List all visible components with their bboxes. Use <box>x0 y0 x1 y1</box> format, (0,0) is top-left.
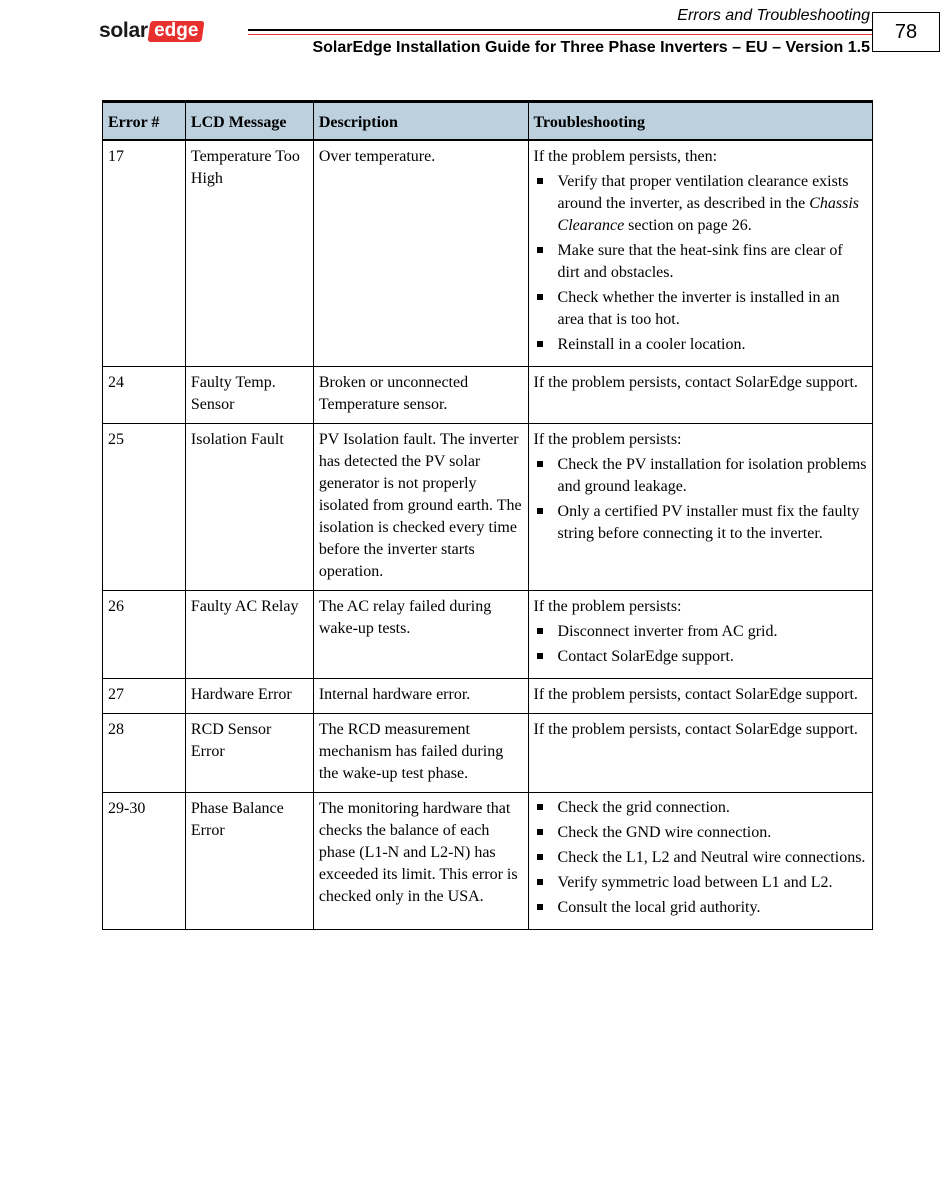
troubleshooting-step: Only a certified PV installer must fix the faulty string before connecting it to the inverter. <box>534 501 867 545</box>
description-cell: The monitoring hardware that checks the balance of each phase (L1-N and L2-N) has exceeded its limit. This error is checked only in the USA. <box>313 793 528 930</box>
header-lcd-message: LCD Message <box>185 102 313 141</box>
header-accent-rule <box>248 34 872 35</box>
error-number-cell: 26 <box>103 591 186 679</box>
step-text: Verify that proper ventilation clearance exists around the inverter, as described in the <box>557 173 849 212</box>
troubleshooting-intro: If the problem persists, contact SolarEdge support. <box>533 374 858 391</box>
troubleshooting-intro: If the problem persists, contact SolarEdge support. <box>533 686 858 703</box>
troubleshooting-step: Check the grid connection. <box>534 797 867 819</box>
lcd-message-cell: Hardware Error <box>185 679 313 714</box>
table-body <box>103 140 873 930</box>
troubleshooting-step: Disconnect inverter from AC grid. <box>534 621 867 643</box>
lcd-message-cell: Phase Balance Error <box>185 793 313 930</box>
troubleshooting-step: Consult the local grid authority. <box>534 897 867 919</box>
troubleshooting-cell <box>528 424 872 591</box>
header-error-number: Error # <box>103 102 186 141</box>
troubleshooting-step: Verify symmetric load between L1 and L2. <box>534 872 867 894</box>
logo-solar-text: solar <box>99 19 148 42</box>
description-cell: The AC relay failed during wake-up tests. <box>313 591 528 679</box>
troubleshooting-intro: If the problem persists, then: <box>533 148 718 165</box>
troubleshooting-steps <box>534 797 867 919</box>
troubleshooting-intro: If the problem persists, contact SolarEdge support. <box>533 721 858 738</box>
troubleshooting-steps <box>534 171 867 356</box>
document-title: SolarEdge Installation Guide for Three Phase Inverters – EU – Version 1.5 <box>312 39 870 56</box>
troubleshooting-step: Make sure that the heat-sink fins are clear of dirt and obstacles. <box>534 240 867 284</box>
table-row <box>103 367 873 424</box>
troubleshooting-cell <box>528 140 872 367</box>
table-row <box>103 591 873 679</box>
table-row <box>103 679 873 714</box>
troubleshooting-step: Check the PV installation for isolation problems and ground leakage. <box>534 454 867 498</box>
error-number-cell: 25 <box>103 424 186 591</box>
table-row <box>103 714 873 793</box>
header-rule <box>248 29 872 31</box>
header-troubleshooting: Troubleshooting <box>528 102 872 141</box>
error-number-cell: 17 <box>103 140 186 367</box>
error-number-cell: 27 <box>103 679 186 714</box>
logo-edge-text: edge <box>153 19 199 41</box>
troubleshooting-cell <box>528 367 872 424</box>
troubleshooting-step <box>534 171 867 237</box>
table-row <box>103 140 873 367</box>
error-number-cell: 24 <box>103 367 186 424</box>
lcd-message-cell: Faulty AC Relay <box>185 591 313 679</box>
description-cell: The RCD measurement mechanism has failed during the wake-up test phase. <box>313 714 528 793</box>
troubleshooting-cell <box>528 679 872 714</box>
page-number: 78 <box>872 12 940 52</box>
solaredge-logo <box>99 18 203 44</box>
description-cell: Broken or unconnected Temperature sensor. <box>313 367 528 424</box>
troubleshooting-intro: If the problem persists: <box>533 598 682 615</box>
troubleshooting-cell <box>528 591 872 679</box>
table-row <box>103 793 873 930</box>
troubleshooting-cell <box>528 714 872 793</box>
troubleshooting-step: Check the GND wire connection. <box>534 822 867 844</box>
section-title: Errors and Troubleshooting <box>677 7 870 24</box>
lcd-message-cell: RCD Sensor Error <box>185 714 313 793</box>
step-text: section on page 26. <box>624 217 752 234</box>
troubleshooting-step: Check the L1, L2 and Neutral wire connections. <box>534 847 867 869</box>
error-number-cell: 28 <box>103 714 186 793</box>
description-cell: Internal hardware error. <box>313 679 528 714</box>
emphasis-text: Chassis Clearance <box>557 195 860 234</box>
description-cell: PV Isolation fault. The inverter has detected the PV solar generator is not properly isolated from ground earth. The isolation is checked every time before the inverter starts operation. <box>313 424 528 591</box>
error-number-cell: 29-30 <box>103 793 186 930</box>
lcd-message-cell: Isolation Fault <box>185 424 313 591</box>
troubleshooting-step: Reinstall in a cooler location. <box>534 334 867 356</box>
lcd-message-cell: Temperature Too High <box>185 140 313 367</box>
description-cell: Over temperature. <box>313 140 528 367</box>
table-header-row <box>103 102 873 141</box>
header-description: Description <box>313 102 528 141</box>
troubleshooting-step: Check whether the inverter is installed in an area that is too hot. <box>534 287 867 331</box>
troubleshooting-cell <box>528 793 872 930</box>
troubleshooting-steps <box>534 454 867 545</box>
troubleshooting-steps <box>534 621 867 668</box>
troubleshooting-step: Contact SolarEdge support. <box>534 646 867 668</box>
lcd-message-cell: Faulty Temp. Sensor <box>185 367 313 424</box>
error-table <box>102 100 873 930</box>
table-row <box>103 424 873 591</box>
logo-edge-badge <box>147 21 204 42</box>
troubleshooting-intro: If the problem persists: <box>533 431 682 448</box>
